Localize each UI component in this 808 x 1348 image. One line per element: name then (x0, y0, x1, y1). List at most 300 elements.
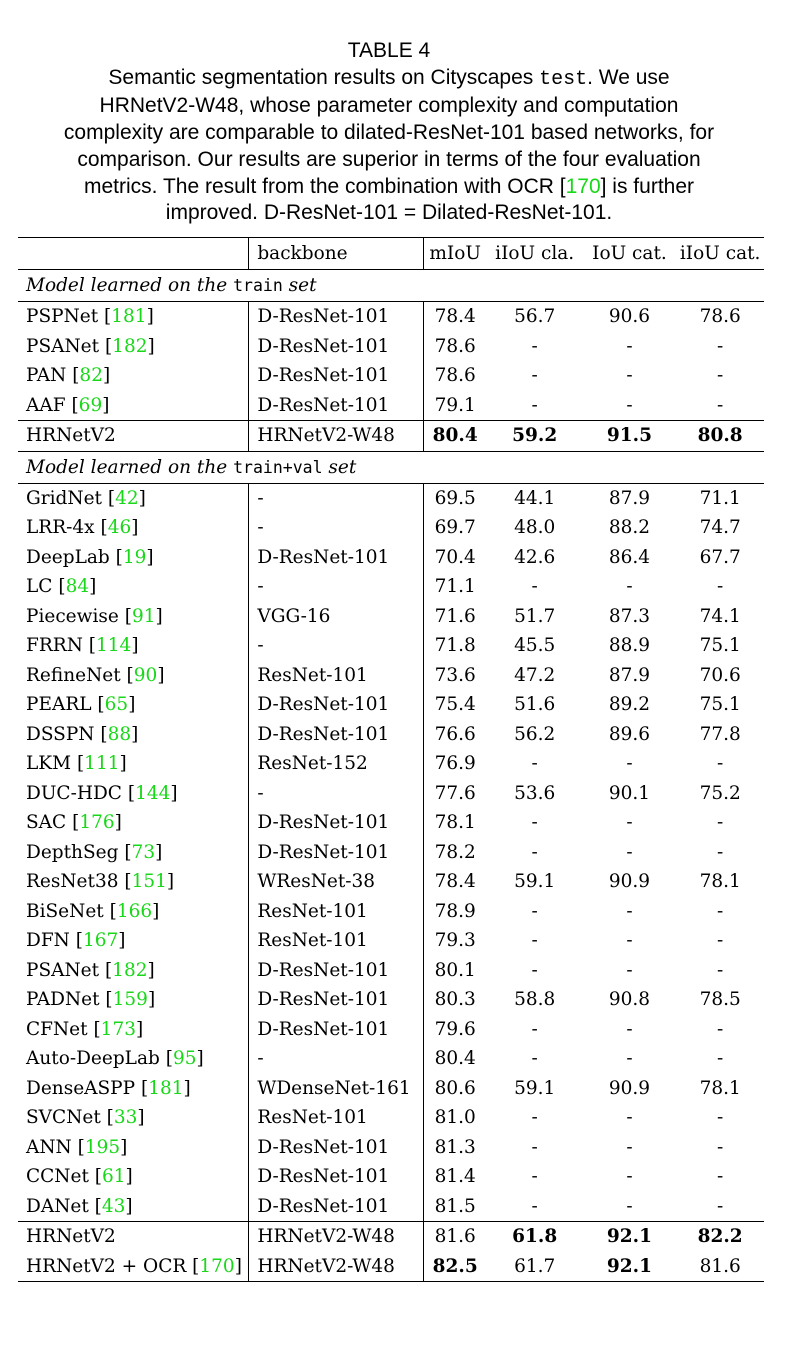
citation-link[interactable]: 88 (107, 723, 132, 745)
miou-cell: 69.5 (423, 483, 487, 513)
iiou-cat-cell: - (717, 335, 724, 357)
iiou-cat-cell: 74.1 (699, 605, 741, 627)
method-name: PAN (26, 365, 67, 387)
method-name: Auto-DeepLab (26, 1048, 160, 1070)
method-cell (18, 421, 249, 452)
citation-link[interactable]: 151 (131, 871, 167, 893)
iiou-cla-cell: 51.7 (514, 605, 556, 627)
iou-cat-cell: 88.2 (608, 517, 651, 539)
method-cell: PSANet [182] (26, 335, 155, 357)
backbone-cell: - (249, 483, 423, 513)
iiou-cat-cell: - (717, 394, 724, 416)
method-cell: Piecewise [91] (26, 605, 163, 627)
iiou-cla-cell: - (531, 930, 538, 952)
miou-cell: 76.6 (423, 720, 487, 750)
iiou-cat-cell: - (717, 753, 724, 775)
caption-line: Semantic segmentation results on Cityscapes test. We use (108, 65, 670, 91)
iou-cat-cell: - (626, 365, 633, 387)
iiou-cat-cell: 75.2 (699, 782, 741, 804)
table-row (18, 332, 764, 362)
citation-link[interactable]: 181 (148, 1077, 184, 1099)
method-cell: DeepLab [19] (26, 546, 154, 568)
method-name: DFN (26, 930, 70, 952)
method-name: FRRN (26, 635, 83, 657)
iiou-cat-cell: - (717, 1018, 724, 1040)
iiou-cat-cell: 78.5 (699, 989, 741, 1011)
table-row (18, 602, 764, 632)
section-header-row (18, 270, 764, 302)
method-cell: LC [84] (26, 576, 97, 598)
backbone-cell: WDenseNet-161 (249, 1074, 423, 1104)
backbone-cell: - (249, 631, 423, 661)
iou-cat-cell: - (626, 900, 633, 922)
backbone-cell: D-ResNet-101 (249, 838, 423, 868)
miou-cell: 76.9 (423, 749, 487, 779)
citation-link[interactable]: 173 (100, 1018, 136, 1040)
miou-cell: 80.1 (423, 956, 487, 986)
table-row (18, 572, 764, 602)
citation-link[interactable]: 91 (131, 605, 156, 627)
caption-line: HRNetV2-W48, whose parameter complexity and computation (99, 94, 679, 118)
header-iiou-cla: iIoU cla. (487, 238, 583, 270)
iiou-cla-cell: - (531, 335, 538, 357)
miou-cell: 78.1 (423, 808, 487, 838)
iou-cat-cell: - (626, 1166, 633, 1188)
iiou-cat-cell: - (717, 959, 724, 981)
method-cell: AAF [69] (26, 394, 110, 416)
citation-link[interactable]: 167 (82, 930, 119, 952)
citation-link[interactable]: 33 (113, 1107, 138, 1129)
table-row (18, 1252, 764, 1282)
miou-cell: 81.0 (423, 1103, 487, 1133)
method-cell: FRRN [114] (26, 635, 139, 657)
miou-cell: 80.4 (423, 1044, 487, 1074)
method-cell: DepthSeg [73] (26, 841, 163, 863)
table-row (18, 897, 764, 927)
iou-cat-cell: 89.2 (608, 694, 651, 716)
table-row (18, 631, 764, 661)
iiou-cla-cell: 53.6 (514, 782, 556, 804)
section-label: Model learned on the train+val set (18, 451, 764, 483)
miou-cell: 80.6 (423, 1074, 487, 1104)
table-row (18, 1103, 764, 1133)
section-header-row (18, 451, 764, 483)
table-row (18, 690, 764, 720)
table-row (18, 838, 764, 868)
table-row (18, 867, 764, 897)
method-name: GridNet (26, 487, 102, 509)
iiou-cla-cell: 48.0 (514, 517, 556, 539)
table-body (18, 270, 764, 1282)
citation-link[interactable]: 144 (135, 782, 171, 804)
miou-cell: 78.2 (423, 838, 487, 868)
table-row (18, 1222, 764, 1252)
method-name: BiSeNet (26, 900, 104, 922)
method-cell: HRNetV2 + OCR [170] (18, 1252, 249, 1282)
citation-link[interactable]: 65 (104, 694, 129, 716)
backbone-cell: D-ResNet-101 (249, 1192, 423, 1222)
miou-cell: 75.4 (423, 690, 487, 720)
iiou-cat-cell: 75.1 (699, 635, 741, 657)
iiou-cat-cell: 80.8 (676, 421, 764, 452)
iou-cat-cell: - (626, 930, 633, 952)
table-row (18, 391, 764, 421)
iiou-cat-cell: - (717, 841, 724, 863)
iou-cat-cell: 92.1 (583, 1252, 677, 1282)
method-cell: LRR-4x [46] (26, 517, 139, 539)
backbone-cell: D-ResNet-101 (249, 1133, 423, 1163)
iou-cat-cell: - (626, 959, 633, 981)
iou-cat-cell: - (626, 1048, 633, 1070)
iiou-cla-cell: - (531, 841, 538, 863)
citation-link[interactable]: 170 (199, 1255, 235, 1277)
iou-cat-cell: - (626, 576, 633, 598)
iiou-cla-cell: - (531, 1195, 538, 1217)
method-name: DUC-HDC (26, 782, 122, 804)
iou-cat-cell: - (626, 812, 633, 834)
method-cell: GridNet [42] (18, 483, 249, 513)
backbone-cell: ResNet-101 (249, 661, 423, 691)
iou-cat-cell: - (626, 1136, 633, 1158)
miou-cell: 73.6 (423, 661, 487, 691)
method-name: Piecewise (26, 605, 119, 627)
iiou-cla-cell: 44.1 (487, 483, 583, 513)
iou-cat-cell: 90.8 (608, 989, 651, 1011)
method-name: ResNet38 (26, 871, 119, 893)
table-row (18, 661, 764, 691)
backbone-cell: HRNetV2-W48 (249, 1252, 423, 1282)
citation-link[interactable]: 46 (107, 517, 132, 539)
miou-cell: 81.5 (423, 1192, 487, 1222)
iou-cat-cell: 87.3 (608, 605, 651, 627)
header-miou: mIoU (423, 238, 487, 270)
table-row (18, 302, 764, 332)
citation-link[interactable]: 111 (84, 753, 120, 775)
method-name: DepthSeg (26, 841, 119, 863)
backbone-cell: D-ResNet-101 (249, 361, 423, 391)
table-row (18, 421, 764, 452)
header-iou-cat: IoU cat. (583, 238, 677, 270)
iiou-cat-cell: - (717, 1166, 724, 1188)
backbone-cell: WResNet-38 (249, 867, 423, 897)
iou-cat-cell: - (626, 335, 633, 357)
citation-link[interactable]: 61 (102, 1166, 126, 1188)
method-cell: PADNet [159] (26, 989, 156, 1011)
miou-cell: 79.3 (423, 926, 487, 956)
backbone-cell: - (249, 572, 423, 602)
citation-link[interactable]: 114 (96, 635, 132, 657)
caption-line: improved. D-ResNet-101 = Dilated-ResNet-101. (165, 201, 613, 225)
method-cell: ANN [195] (26, 1136, 128, 1158)
method-name: PSPNet (26, 306, 99, 328)
table-row (18, 1133, 764, 1163)
method-name: CCNet (26, 1166, 89, 1188)
iou-cat-cell: - (626, 753, 633, 775)
backbone-cell: HRNetV2-W48 (249, 1222, 423, 1252)
table-row (18, 543, 764, 573)
method-name: AAF (26, 394, 66, 416)
iiou-cat-cell: - (717, 1107, 724, 1129)
iiou-cat-cell: - (717, 930, 724, 952)
table-row (18, 1192, 764, 1222)
iou-cat-cell: 90.6 (583, 302, 677, 332)
table-row (18, 1162, 764, 1192)
method-name: HRNetV2 (26, 1226, 116, 1248)
miou-cell: 77.6 (423, 779, 487, 809)
method-cell: SAC [176] (26, 812, 122, 834)
iiou-cla-cell: - (531, 812, 538, 834)
table-label: TABLE 4 (347, 39, 431, 62)
miou-cell: 81.3 (423, 1133, 487, 1163)
iiou-cla-cell: - (531, 1018, 538, 1040)
iou-cat-cell: 87.9 (583, 483, 677, 513)
miou-cell: 79.1 (423, 391, 487, 421)
iiou-cla-cell: 51.6 (514, 694, 556, 716)
method-name: PSANet (26, 959, 100, 981)
iiou-cat-cell: - (717, 812, 724, 834)
iiou-cla-cell: - (531, 1048, 538, 1070)
method-cell: PAN [82] (26, 365, 111, 387)
table-row (18, 985, 764, 1015)
iiou-cat-cell: 77.8 (699, 723, 741, 745)
method-name: LRR-4x (26, 517, 95, 539)
backbone-cell: D-ResNet-101 (249, 391, 423, 421)
caption-line: complexity are comparable to dilated-ResNet-101 based networks, for (63, 121, 715, 145)
miou-cell: 80.3 (423, 985, 487, 1015)
table-row (18, 956, 764, 986)
iiou-cla-cell: - (531, 900, 538, 922)
citation-link[interactable]: 95 (172, 1048, 197, 1070)
caption-line: comparison. Our results are superior in terms of the four evaluation (77, 147, 701, 171)
method-cell: BiSeNet [166] (26, 900, 160, 922)
backbone-cell: D-ResNet-101 (249, 1015, 423, 1045)
citation-link[interactable]: 90 (133, 664, 158, 686)
method-cell (18, 1222, 249, 1252)
iiou-cla-cell: 56.2 (514, 723, 556, 745)
citation-link[interactable]: 182 (112, 335, 148, 357)
method-cell: PSANet [182] (26, 959, 155, 981)
table-row (18, 749, 764, 779)
citation-link[interactable]: 170 (565, 174, 601, 198)
iou-cat-cell: 92.1 (583, 1222, 677, 1252)
backbone-cell: D-ResNet-101 (249, 690, 423, 720)
miou-cell: 81.4 (423, 1162, 487, 1192)
backbone-cell: - (249, 513, 423, 543)
miou-cell: 71.6 (423, 602, 487, 632)
iiou-cat-cell: 67.7 (699, 546, 741, 568)
miou-cell: 80.4 (423, 421, 487, 452)
header-iiou-cat: iIoU cat. (676, 238, 764, 270)
citation-link[interactable]: 182 (112, 959, 148, 981)
table-row (18, 361, 764, 391)
method-cell: PSPNet [181] (18, 302, 249, 332)
results-table (18, 237, 764, 1282)
header-row (18, 238, 764, 270)
table-row (18, 1044, 764, 1074)
section-label: Model learned on the train set (18, 270, 764, 302)
method-cell: SVCNet [33] (26, 1107, 145, 1129)
backbone-cell: D-ResNet-101 (249, 332, 423, 362)
method-cell: DenseASPP [181] (26, 1077, 191, 1099)
iiou-cat-cell: - (717, 1195, 724, 1217)
iiou-cat-cell: 74.7 (699, 517, 741, 539)
miou-cell: 71.8 (423, 631, 487, 661)
iiou-cat-cell: - (717, 1048, 724, 1070)
iiou-cla-cell: - (531, 959, 538, 981)
iiou-cat-cell: 78.1 (699, 1077, 741, 1099)
method-name: SAC (26, 812, 67, 834)
iiou-cla-cell: - (531, 1107, 538, 1129)
miou-cell: 78.6 (423, 361, 487, 391)
method-name: HRNetV2 + OCR (26, 1255, 187, 1277)
iiou-cat-cell: - (717, 1136, 724, 1158)
method-name: DANet (26, 1195, 89, 1217)
table-row (18, 808, 764, 838)
miou-cell: 78.4 (423, 867, 487, 897)
iiou-cat-cell: - (717, 900, 724, 922)
backbone-cell: D-ResNet-101 (249, 302, 423, 332)
header-method (18, 238, 249, 270)
iiou-cat-cell: 78.1 (699, 871, 741, 893)
iiou-cla-cell: 61.8 (487, 1222, 583, 1252)
miou-cell: 81.6 (423, 1222, 487, 1252)
miou-cell: 79.6 (423, 1015, 487, 1045)
caption-code-test: test (539, 67, 588, 91)
method-name: CFNet (26, 1018, 88, 1040)
iou-cat-cell: 88.9 (608, 635, 651, 657)
iiou-cat-cell: 82.2 (676, 1222, 764, 1252)
method-cell: DSSPN [88] (26, 723, 139, 745)
table-row (18, 926, 764, 956)
method-name: SVCNet (26, 1107, 101, 1129)
iiou-cla-cell: - (531, 365, 538, 387)
citation-link[interactable]: 19 (122, 546, 147, 568)
citation-link[interactable]: 181 (111, 306, 147, 328)
citation-link[interactable]: 43 (101, 1195, 126, 1217)
method-cell: DANet [43] (26, 1195, 133, 1217)
backbone-cell: D-ResNet-101 (249, 808, 423, 838)
method-cell: ResNet38 [151] (26, 871, 175, 893)
iiou-cla-cell: - (531, 576, 538, 598)
backbone-cell: ResNet-101 (249, 897, 423, 927)
method-name: DSSPN (26, 723, 95, 745)
citation-link[interactable]: 42 (115, 487, 139, 509)
iiou-cat-cell: 78.6 (676, 302, 764, 332)
method-name: ANN (26, 1136, 72, 1158)
iou-cat-cell: - (626, 841, 633, 863)
citation-link[interactable]: 69 (78, 394, 103, 416)
iiou-cat-cell: 71.1 (676, 483, 764, 513)
backbone-cell: - (249, 1044, 423, 1074)
backbone-cell: D-ResNet-101 (249, 985, 423, 1015)
caption-line: metrics. The result from the combination with OCR [170] is further (83, 174, 695, 198)
citation-link[interactable]: 159 (112, 989, 148, 1011)
miou-cell: 78.6 (423, 332, 487, 362)
iou-cat-cell: - (626, 394, 633, 416)
table-row (18, 779, 764, 809)
method-name: DeepLab (26, 546, 110, 568)
citation-link[interactable]: 166 (116, 900, 153, 922)
method-cell: LKM [111] (26, 753, 127, 775)
backbone-cell: ResNet-152 (249, 749, 423, 779)
iou-cat-cell: - (626, 1195, 633, 1217)
method-cell: CFNet [173] (26, 1018, 144, 1040)
method-name: RefineNet (26, 664, 121, 686)
backbone-cell: D-ResNet-101 (249, 720, 423, 750)
iou-cat-cell: - (626, 1107, 633, 1129)
miou-cell: 69.7 (423, 513, 487, 543)
citation-link[interactable]: 73 (131, 841, 156, 863)
backbone-cell: ResNet-101 (249, 926, 423, 956)
method-name: LKM (26, 753, 72, 775)
citation-link[interactable]: 195 (84, 1136, 121, 1158)
method-name: HRNetV2 (26, 425, 116, 447)
iiou-cla-cell: 45.5 (514, 635, 556, 657)
table-row (18, 483, 764, 513)
table-row (18, 1074, 764, 1104)
backbone-cell: D-ResNet-101 (249, 543, 423, 573)
miou-cell: 78.9 (423, 897, 487, 927)
citation-link[interactable]: 84 (65, 576, 90, 598)
iiou-cla-cell: - (531, 1166, 538, 1188)
backbone-cell: VGG-16 (249, 602, 423, 632)
iiou-cat-cell: 75.1 (699, 694, 741, 716)
iiou-cla-cell: - (531, 1136, 538, 1158)
citation-link[interactable]: 176 (79, 812, 115, 834)
table-row (18, 720, 764, 750)
iiou-cat-cell: - (717, 365, 724, 387)
iiou-cla-cell: 59.1 (514, 1077, 556, 1099)
backbone-cell: ResNet-101 (249, 1103, 423, 1133)
citation-link[interactable]: 82 (79, 365, 103, 387)
backbone-cell: D-ResNet-101 (249, 956, 423, 986)
miou-cell: 70.4 (423, 543, 487, 573)
table-row (18, 513, 764, 543)
iiou-cat-cell: 81.6 (676, 1252, 764, 1282)
iou-cat-cell: 90.9 (608, 871, 651, 893)
iiou-cla-cell: 59.2 (487, 421, 583, 452)
miou-cell: 71.1 (423, 572, 487, 602)
iiou-cla-cell: 59.1 (514, 871, 556, 893)
method-name: PEARL (26, 694, 92, 716)
iou-cat-cell: 87.9 (608, 664, 651, 686)
iou-cat-cell: 86.4 (608, 546, 651, 568)
table-row (18, 1015, 764, 1045)
iiou-cla-cell: - (531, 753, 538, 775)
iou-cat-cell: 91.5 (583, 421, 677, 452)
iou-cat-cell: 90.1 (608, 782, 651, 804)
method-cell: RefineNet [90] (26, 664, 165, 686)
method-cell: DUC-HDC [144] (26, 782, 178, 804)
method-name: DenseASPP (26, 1077, 136, 1099)
iiou-cla-cell: 42.6 (514, 546, 556, 568)
miou-cell: 78.4 (423, 302, 487, 332)
method-cell: CCNet [61] (26, 1166, 133, 1188)
header-backbone: backbone (249, 238, 423, 270)
method-cell: Auto-DeepLab [95] (26, 1048, 204, 1070)
iiou-cat-cell: - (717, 576, 724, 598)
method-cell: PEARL [65] (26, 694, 136, 716)
backbone-cell: - (249, 779, 423, 809)
miou-cell: 82.5 (423, 1252, 487, 1282)
method-name: LC (26, 576, 53, 598)
iiou-cla-cell: 58.8 (514, 989, 556, 1011)
iou-cat-cell: 89.6 (608, 723, 651, 745)
iou-cat-cell: 90.9 (608, 1077, 651, 1099)
iiou-cla-cell: - (531, 394, 538, 416)
method-name: PSANet (26, 335, 100, 357)
method-cell: DFN [167] (26, 930, 126, 952)
